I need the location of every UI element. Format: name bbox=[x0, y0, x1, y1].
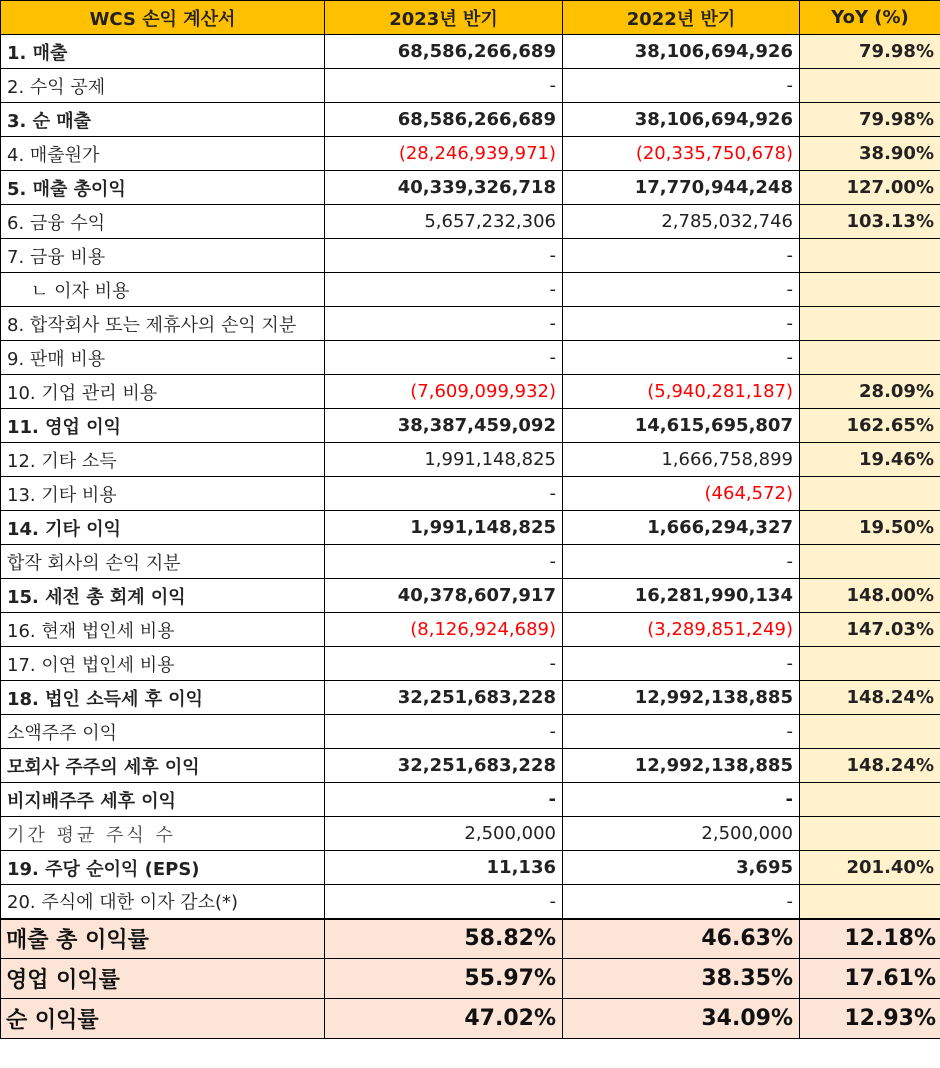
value-yoy[interactable]: 148.00% bbox=[800, 579, 940, 613]
table-row bbox=[1, 171, 940, 205]
value-2022[interactable]: - bbox=[563, 239, 800, 273]
margin-2023[interactable]: 58.82% bbox=[325, 919, 563, 959]
row-label[interactable]: 18. 법인 소득세 후 이익 bbox=[1, 681, 325, 715]
row-label[interactable]: 합작 회사의 손익 지분 bbox=[1, 545, 325, 579]
header-yoy[interactable]: YoY (%) bbox=[800, 1, 940, 35]
row-label[interactable]: 7. 금융 비용 bbox=[1, 239, 325, 273]
table-row bbox=[1, 579, 940, 613]
header-title[interactable]: WCS 손익 계산서 bbox=[1, 1, 325, 35]
row-label[interactable]: 기간 평균 주식 수 bbox=[1, 817, 325, 851]
value-2023[interactable]: 11,136 bbox=[325, 851, 563, 885]
value-2023[interactable]: - bbox=[325, 341, 563, 375]
row-label[interactable]: 소액주주 이익 bbox=[1, 715, 325, 749]
value-2022[interactable]: - bbox=[563, 783, 800, 817]
value-2023[interactable]: - bbox=[325, 647, 563, 681]
value-2023[interactable]: - bbox=[325, 885, 563, 919]
header-row bbox=[1, 1, 940, 35]
row-label[interactable]: 3. 순 매출 bbox=[1, 103, 325, 137]
value-yoy[interactable] bbox=[800, 341, 940, 375]
table-row bbox=[1, 443, 940, 477]
row-label[interactable]: 모회사 주주의 세후 이익 bbox=[1, 749, 325, 783]
value-2022[interactable]: 12,992,138,885 bbox=[563, 749, 800, 783]
row-label[interactable]: 14. 기타 이익 bbox=[1, 511, 325, 545]
margin-2023[interactable]: 55.97% bbox=[325, 959, 563, 999]
value-2023[interactable]: - bbox=[325, 307, 563, 341]
table-row bbox=[1, 375, 940, 409]
value-2023[interactable]: 40,339,326,718 bbox=[325, 171, 563, 205]
margin-label[interactable]: 순 이익률 bbox=[1, 999, 325, 1039]
value-yoy[interactable] bbox=[800, 69, 940, 103]
value-yoy[interactable]: 148.24% bbox=[800, 749, 940, 783]
value-2023[interactable]: 32,251,683,228 bbox=[325, 681, 563, 715]
header-2022[interactable]: 2022년 반기 bbox=[563, 1, 800, 35]
margin-yoy[interactable]: 12.93% bbox=[800, 999, 940, 1039]
row-label[interactable]: 9. 판매 비용 bbox=[1, 341, 325, 375]
value-yoy[interactable] bbox=[800, 817, 940, 851]
row-label[interactable]: 13. 기타 비용 bbox=[1, 477, 325, 511]
row-label[interactable]: ㄴ 이자 비용 bbox=[1, 273, 325, 307]
table-row bbox=[1, 205, 940, 239]
value-2022[interactable]: 14,615,695,807 bbox=[563, 409, 800, 443]
value-yoy[interactable]: 148.24% bbox=[800, 681, 940, 715]
table-row bbox=[1, 511, 940, 545]
value-2022[interactable]: - bbox=[563, 647, 800, 681]
value-2022[interactable]: (464,572) bbox=[563, 477, 800, 511]
value-2023[interactable]: - bbox=[325, 715, 563, 749]
value-yoy[interactable]: 28.09% bbox=[800, 375, 940, 409]
value-yoy[interactable] bbox=[800, 647, 940, 681]
margin-2022[interactable]: 46.63% bbox=[563, 919, 800, 959]
value-2022[interactable]: - bbox=[563, 885, 800, 919]
value-yoy[interactable]: 162.65% bbox=[800, 409, 940, 443]
table-row bbox=[1, 749, 940, 783]
value-2022[interactable]: - bbox=[563, 307, 800, 341]
value-2022[interactable]: 17,770,944,248 bbox=[563, 171, 800, 205]
value-yoy[interactable]: 201.40% bbox=[800, 851, 940, 885]
value-2023[interactable]: (8,126,924,689) bbox=[325, 613, 563, 647]
value-2023[interactable]: 38,387,459,092 bbox=[325, 409, 563, 443]
value-2023[interactable]: 1,991,148,825 bbox=[325, 511, 563, 545]
value-2022[interactable]: (20,335,750,678) bbox=[563, 137, 800, 171]
value-2022[interactable]: 1,666,758,899 bbox=[563, 443, 800, 477]
value-2022[interactable]: 38,106,694,926 bbox=[563, 35, 800, 69]
row-label[interactable]: 비지배주주 세후 이익 bbox=[1, 783, 325, 817]
value-2023[interactable]: 40,378,607,917 bbox=[325, 579, 563, 613]
row-label[interactable]: 12. 기타 소득 bbox=[1, 443, 325, 477]
table-row bbox=[1, 69, 940, 103]
table-row bbox=[1, 307, 940, 341]
value-2023[interactable]: (7,609,099,932) bbox=[325, 375, 563, 409]
value-2022[interactable]: 3,695 bbox=[563, 851, 800, 885]
value-yoy[interactable] bbox=[800, 307, 940, 341]
value-2022[interactable]: - bbox=[563, 69, 800, 103]
row-label[interactable]: 4. 매출원가 bbox=[1, 137, 325, 171]
value-2022[interactable]: 12,992,138,885 bbox=[563, 681, 800, 715]
value-2022[interactable]: - bbox=[563, 545, 800, 579]
table-row bbox=[1, 817, 940, 851]
value-2023[interactable]: (28,246,939,971) bbox=[325, 137, 563, 171]
value-yoy[interactable] bbox=[800, 239, 940, 273]
value-2023[interactable]: 32,251,683,228 bbox=[325, 749, 563, 783]
value-2022[interactable]: 2,785,032,746 bbox=[563, 205, 800, 239]
row-label[interactable]: 1. 매출 bbox=[1, 35, 325, 69]
row-label[interactable]: 17. 이연 법인세 비용 bbox=[1, 647, 325, 681]
margin-yoy[interactable]: 17.61% bbox=[800, 959, 940, 999]
table-row bbox=[1, 273, 940, 307]
row-label[interactable]: 10. 기업 관리 비용 bbox=[1, 375, 325, 409]
value-2023[interactable]: 5,657,232,306 bbox=[325, 205, 563, 239]
table-row bbox=[1, 715, 940, 749]
value-yoy[interactable]: 79.98% bbox=[800, 103, 940, 137]
value-2022[interactable]: 2,500,000 bbox=[563, 817, 800, 851]
value-yoy[interactable] bbox=[800, 715, 940, 749]
value-2022[interactable]: - bbox=[563, 273, 800, 307]
value-yoy[interactable]: 103.13% bbox=[800, 205, 940, 239]
margin-2023[interactable]: 47.02% bbox=[325, 999, 563, 1039]
row-label[interactable]: 5. 매출 총이익 bbox=[1, 171, 325, 205]
value-2022[interactable]: - bbox=[563, 715, 800, 749]
value-2022[interactable]: (5,940,281,187) bbox=[563, 375, 800, 409]
table-row bbox=[1, 103, 940, 137]
value-2023[interactable]: - bbox=[325, 239, 563, 273]
value-yoy[interactable] bbox=[800, 545, 940, 579]
table-row bbox=[1, 851, 940, 885]
margin-yoy[interactable]: 12.18% bbox=[800, 919, 940, 959]
margin-label[interactable]: 매출 총 이익률 bbox=[1, 919, 325, 959]
row-label[interactable]: 15. 세전 총 회계 이익 bbox=[1, 579, 325, 613]
table-body bbox=[1, 35, 940, 1039]
value-2023[interactable]: - bbox=[325, 69, 563, 103]
table-row bbox=[1, 647, 940, 681]
margin-row bbox=[1, 919, 940, 959]
row-label[interactable]: 20. 주식에 대한 이자 감소(*) bbox=[1, 885, 325, 919]
margin-label[interactable]: 영업 이익률 bbox=[1, 959, 325, 999]
value-2022[interactable]: (3,289,851,249) bbox=[563, 613, 800, 647]
value-yoy[interactable] bbox=[800, 783, 940, 817]
table-row bbox=[1, 681, 940, 715]
value-2022[interactable]: 1,666,294,327 bbox=[563, 511, 800, 545]
table-row bbox=[1, 409, 940, 443]
value-yoy[interactable] bbox=[800, 477, 940, 511]
table-row bbox=[1, 477, 940, 511]
value-2023[interactable]: 68,586,266,689 bbox=[325, 103, 563, 137]
row-label[interactable]: 16. 현재 법인세 비용 bbox=[1, 613, 325, 647]
value-yoy[interactable]: 19.46% bbox=[800, 443, 940, 477]
value-2022[interactable]: - bbox=[563, 341, 800, 375]
value-yoy[interactable]: 38.90% bbox=[800, 137, 940, 171]
row-label[interactable]: 6. 금융 수익 bbox=[1, 205, 325, 239]
table-row bbox=[1, 341, 940, 375]
header-2023[interactable]: 2023년 반기 bbox=[325, 1, 563, 35]
row-label[interactable]: 8. 합작회사 또는 제휴사의 손익 지분 bbox=[1, 307, 325, 341]
value-2023[interactable]: - bbox=[325, 783, 563, 817]
margin-row bbox=[1, 959, 940, 999]
margin-row bbox=[1, 999, 940, 1039]
row-label[interactable]: 11. 영업 이익 bbox=[1, 409, 325, 443]
value-yoy[interactable] bbox=[800, 273, 940, 307]
table-row bbox=[1, 545, 940, 579]
value-2023[interactable]: - bbox=[325, 273, 563, 307]
value-2023[interactable]: 1,991,148,825 bbox=[325, 443, 563, 477]
table-row bbox=[1, 885, 940, 919]
table-row bbox=[1, 137, 940, 171]
value-2022[interactable]: 16,281,990,134 bbox=[563, 579, 800, 613]
value-2023[interactable]: 2,500,000 bbox=[325, 817, 563, 851]
value-2023[interactable]: - bbox=[325, 477, 563, 511]
value-yoy[interactable]: 127.00% bbox=[800, 171, 940, 205]
value-2023[interactable]: - bbox=[325, 545, 563, 579]
value-yoy[interactable] bbox=[800, 885, 940, 919]
margin-2022[interactable]: 34.09% bbox=[563, 999, 800, 1039]
table-row bbox=[1, 239, 940, 273]
value-yoy[interactable]: 79.98% bbox=[800, 35, 940, 69]
value-yoy[interactable]: 147.03% bbox=[800, 613, 940, 647]
value-2023[interactable]: 68,586,266,689 bbox=[325, 35, 563, 69]
row-label[interactable]: 2. 수익 공제 bbox=[1, 69, 325, 103]
table-row bbox=[1, 783, 940, 817]
value-yoy[interactable]: 19.50% bbox=[800, 511, 940, 545]
margin-2022[interactable]: 38.35% bbox=[563, 959, 800, 999]
table-row bbox=[1, 613, 940, 647]
row-label[interactable]: 19. 주당 순이익 (EPS) bbox=[1, 851, 325, 885]
value-2022[interactable]: 38,106,694,926 bbox=[563, 103, 800, 137]
table-row bbox=[1, 35, 940, 69]
